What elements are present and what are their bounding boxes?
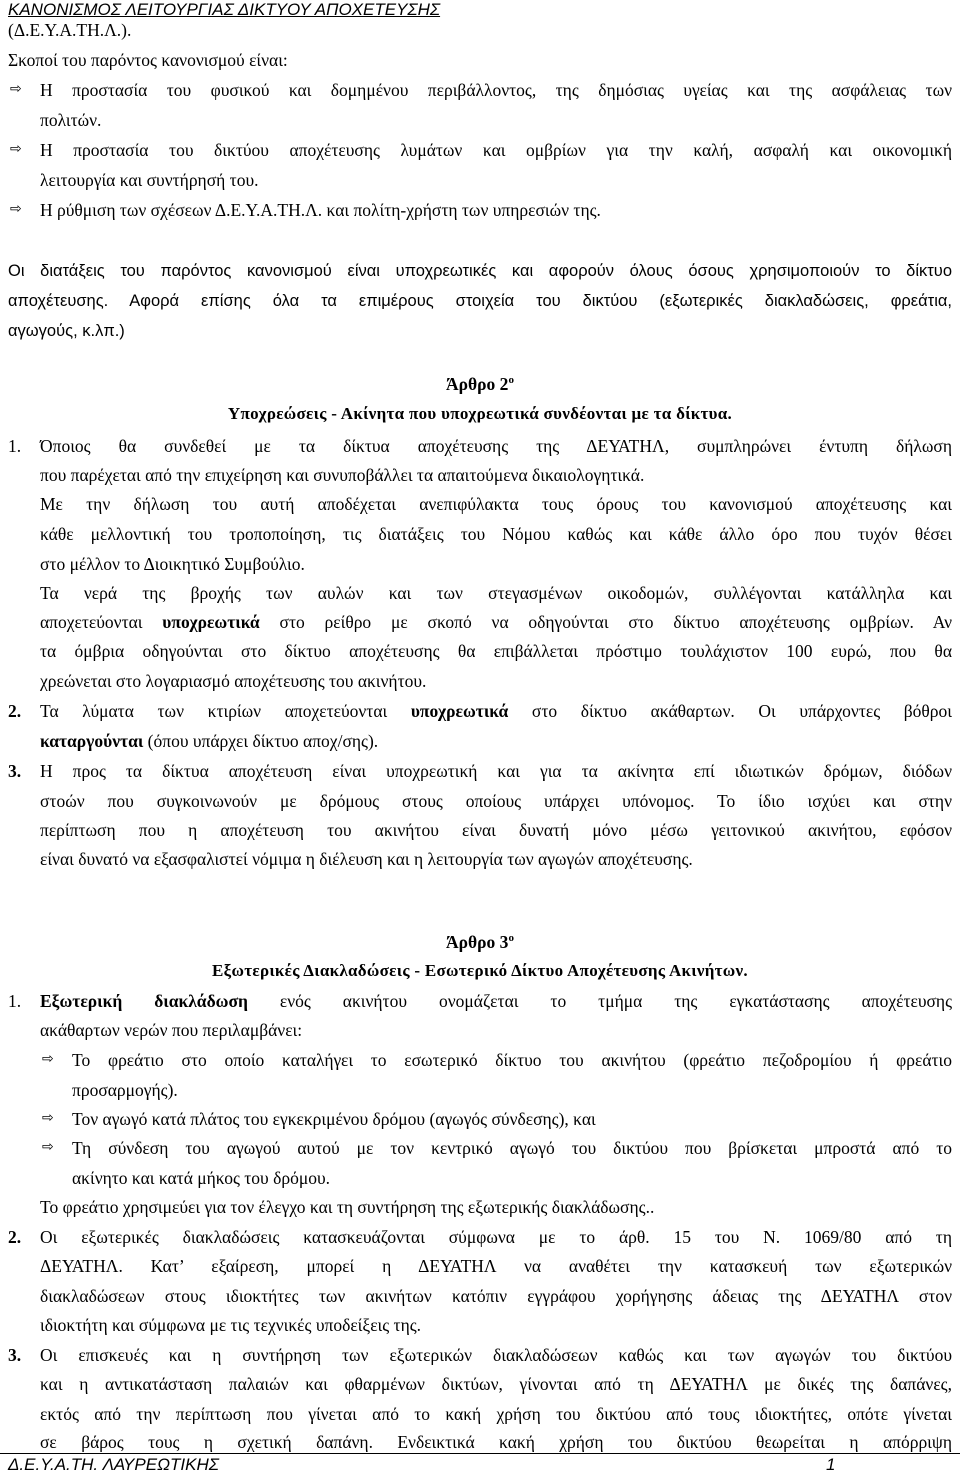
- intro-paragraph-line-2: αποχέτευσης. Αφορά επίσης όλα τα επιμέρους στοιχεία του δικτύου (εξωτερικές διακλαδώσεις, φρεάτια,: [8, 292, 952, 310]
- article-3-item-2-line-3: διακλαδώσεων στους ιδιοκτήτες των ακινήτων κατόπιν εγγράφου χορήγησης άδειας της ΔΕΥΑΤΗΛ στον: [40, 1286, 952, 1306]
- footer-page-number: 1: [826, 1455, 836, 1474]
- aim-3-line-1: Η ρύθμιση των σχέσεων Δ.Ε.Υ.Α.ΤΗ.Λ. και πολίτη-χρήστη των υπηρεσιών της.: [40, 200, 601, 220]
- article-3-item-1-closing: Το φρεάτιο χρησιμεύει για τον έλεγχο και τη συντήρηση της εξωτερικής διακλάδωσης..: [40, 1197, 655, 1217]
- article-2-item-1-line-2: που παρέχεται από την επιχείρηση και συνυποβάλλει τα απαιτούμενα δικαιολογητικά.: [40, 465, 645, 485]
- item-number: 2.: [8, 1227, 22, 1247]
- article-2-item-1-line-1: Όποιος θα συνδεθεί με τα δίκτυα αποχέτευσης της ΔΕΥΑΤΗΛ, συμπληρώνει έντυπη δήλωση: [40, 436, 952, 456]
- article-2-para-c-line-1: Τα νερά της βροχής των αυλών και των στεγασμένων οικοδομών, συλλέγονται κατάλληλα και: [40, 583, 952, 603]
- article-2-para-c-line-2: αποχετεύονται υποχρεωτικά στο ρείθρο με σκοπό να οδηγούνται στο δίκτυο αποχέτευσης ομβρίων. Αν: [40, 612, 952, 632]
- article-2-item-2-line-2: καταργούνται (όπου υπάρχει δίκτυο αποχ/σης).: [40, 731, 379, 751]
- article-2-para-b-line-3: στο μέλλον το Διοικητικό Συμβούλιο.: [40, 554, 305, 574]
- item-number: 2.: [8, 701, 22, 721]
- aim-1-line-1: Η προστασία του φυσικού και δομημένου περιβάλλοντος, της δημόσιας υγείας και της ασφάλειας των: [40, 80, 952, 100]
- article-2-item-3-line-4: είναι δυνατό να εξασφαλιστεί νόμιμα η διέλευση και η λειτουργία των αγωγών αποχέτευσης.: [40, 849, 693, 869]
- intro-paragraph-line-3: αγωγούς, κ.λπ.): [8, 322, 125, 340]
- article-2-para-b-line-1: Με την δήλωση του αυτή αποδέχεται ανεπιφύλακτα τους όρους του κανονισμού αποχέτευσης και: [40, 494, 952, 514]
- arrow-bullet-icon: ⇨: [42, 1051, 54, 1067]
- article-3-item-3-line-1: Οι επισκευές και η συντήρηση των εξωτερικών διακλαδώσεων καθώς και των αγωγών του δικτύου: [40, 1345, 952, 1365]
- aim-2-line-1: Η προστασία του δικτύου αποχέτευσης λυμάτων και ομβρίων για την καλή, ασφαλή και οικονομική: [40, 140, 952, 160]
- article-3-item-1-line-2: ακάθαρτων νερών που περιλαμβάνει:: [40, 1020, 303, 1040]
- article-2-para-b-line-2: κάθε μελλοντική του τροποποίηση, τις διατάξεις του Νόμου καθώς και κάθε άλλο όρο που τυχόν θέσει: [40, 524, 952, 544]
- article-3-item-2-line-4: ιδιοκτήτη και σύμφωνα με τις τεχνικές υποδείξεις της.: [40, 1315, 422, 1335]
- document-header: ΚΑΝΟΝΙΣΜΟΣ ΛΕΙΤΟΥΡΓΙΑΣ ΔΙΚΤΥΟΥ ΑΠΟΧΕΤΕΥΣΗΣ: [8, 0, 441, 19]
- article-3-subtitle: Εξωτερικές Διακλαδώσεις - Εσωτερικό Δίκτυο Αποχέτευσης Ακινήτων.: [212, 961, 748, 980]
- article-2-item-3-line-3: περίπτωση που η αποχέτευση του ακινήτου είναι δυνατή μόνο μέσω γειτονικού ακινήτου, εφόσον: [40, 820, 952, 840]
- item-number: 3.: [8, 761, 22, 781]
- arrow-bullet-icon: ⇨: [42, 1110, 54, 1126]
- header-abbreviation: (Δ.Ε.Υ.Α.ΤΗ.Λ.).: [8, 20, 132, 40]
- arrow-bullet-icon: ⇨: [10, 201, 22, 217]
- item-number: 3.: [8, 1345, 22, 1365]
- arrow-bullet-icon: ⇨: [42, 1139, 54, 1155]
- footer-organization: Δ.Ε.Υ.Α.ΤΗ. ΛΑΥΡΕΩΤΙΚΗΣ: [8, 1455, 219, 1474]
- article-3-bullet-2-line-1: Τον αγωγό κατά πλάτος του εγκεκριμένου δρόμου (αγωγός σύνδεσης), και: [72, 1109, 596, 1129]
- article-3-item-2-line-1: Οι εξωτερικές διακλαδώσεις κατασκευάζονται σύμφωνα με το άρθ. 15 του Ν. 1069/80 από τη: [40, 1227, 952, 1247]
- article-2-para-c-line-3: τα όμβρια οδηγούνται στο δίκτυο αποχέτευσης θα επιβάλλεται πρόστιμο τουλάχιστον 100 ευρώ, που θα: [40, 641, 952, 661]
- arrow-bullet-icon: ⇨: [10, 141, 22, 157]
- article-3-item-3-line-4: σε βάρος τους η σχετική δαπάνη. Ενδεικτικά κακή χρήση του δικτύου θεωρείται η απόρριψη: [40, 1432, 952, 1452]
- article-3-item-3-line-3: εκτός από την περίπτωση που γίνεται από το κακή χρήση του δικτύου από τους ιδιοκτήτες, οπότε γίνεται: [40, 1404, 952, 1424]
- footer-rule: [0, 1453, 960, 1454]
- article-3-bullet-3-line-2: ακίνητο και κατά μήκος του δρόμου.: [72, 1168, 330, 1188]
- article-2-item-3-line-1: Η προς τα δίκτυα αποχέτευση είναι υποχρεωτική και για τα ακίνητα επί ιδιωτικών δρόμων, διόδων: [40, 761, 952, 781]
- article-3-item-2-line-2: ΔΕΥΑΤΗΛ. Κατ’ εξαίρεση, μπορεί η ΔΕΥΑΤΗΛ να αναθέτει την κατασκευή των εξωτερικών: [40, 1256, 952, 1276]
- article-3-item-3-line-2: και η αντικατάσταση παλαιών και φθαρμένων δικτύων, γίνονται από τη ΔΕΥΑΤΗΛ με δικές της δαπάνες,: [40, 1374, 952, 1394]
- article-2-subtitle: Υποχρεώσεις - Ακίνητα που υποχρεωτικά συνδέονται με τα δίκτυα.: [227, 404, 733, 423]
- intro-paragraph-line-1: Οι διατάξεις του παρόντος κανονισμού είναι υποχρεωτικές και αφορούν όλους όσους χρησιμοποιούν το δίκτυο: [8, 262, 952, 280]
- article-2-title: Άρθρο $2^o$: [446, 374, 514, 394]
- article-2-para-c-line-4: χρεώνεται στο λογαριασμό αποχέτευσης του ακινήτου.: [40, 671, 427, 691]
- aims-label: Σκοποί του παρόντος κανονισμού είναι:: [8, 50, 288, 70]
- article-2-item-2-line-1: Τα λύματα των κτιρίων αποχετεύονται υποχρεωτικά στο δίκτυο ακάθαρτων. Οι υπάρχοντες βόθροι: [40, 701, 952, 721]
- item-number: 1.: [8, 991, 22, 1011]
- article-3-bullet-1-line-1: Το φρεάτιο στο οποίο καταλήγει το εσωτερικό δίκτυο του ακινήτου (φρεάτιο πεζοδρομίου ή φρεάτιο: [72, 1050, 952, 1070]
- article-3-item-1-line-1: Εξωτερική διακλάδωση ενός ακινήτου ονομάζεται το τμήμα της εγκατάστασης αποχέτευσης: [40, 991, 952, 1011]
- item-number: 1.: [8, 436, 22, 456]
- article-3-bullet-3-line-1: Τη σύνδεση του αγωγού αυτού με τον κεντρικό αγωγό του δικτύου που βρίσκεται μπροστά από το: [72, 1138, 952, 1158]
- article-3-bullet-1-line-2: προσαρμογής).: [72, 1080, 178, 1100]
- arrow-bullet-icon: ⇨: [10, 81, 22, 97]
- article-3-title: Άρθρο $3^o$: [446, 932, 514, 952]
- article-2-item-3-line-2: στοών που συγκοινωνούν με δρόμους στους οποίους υπάρχει υπόνομος. Το ίδιο ισχύει και στην: [40, 791, 952, 811]
- aim-2-line-2: λειτουργία και συντήρησή του.: [40, 170, 259, 190]
- aim-1-line-2: πολιτών.: [40, 110, 102, 130]
